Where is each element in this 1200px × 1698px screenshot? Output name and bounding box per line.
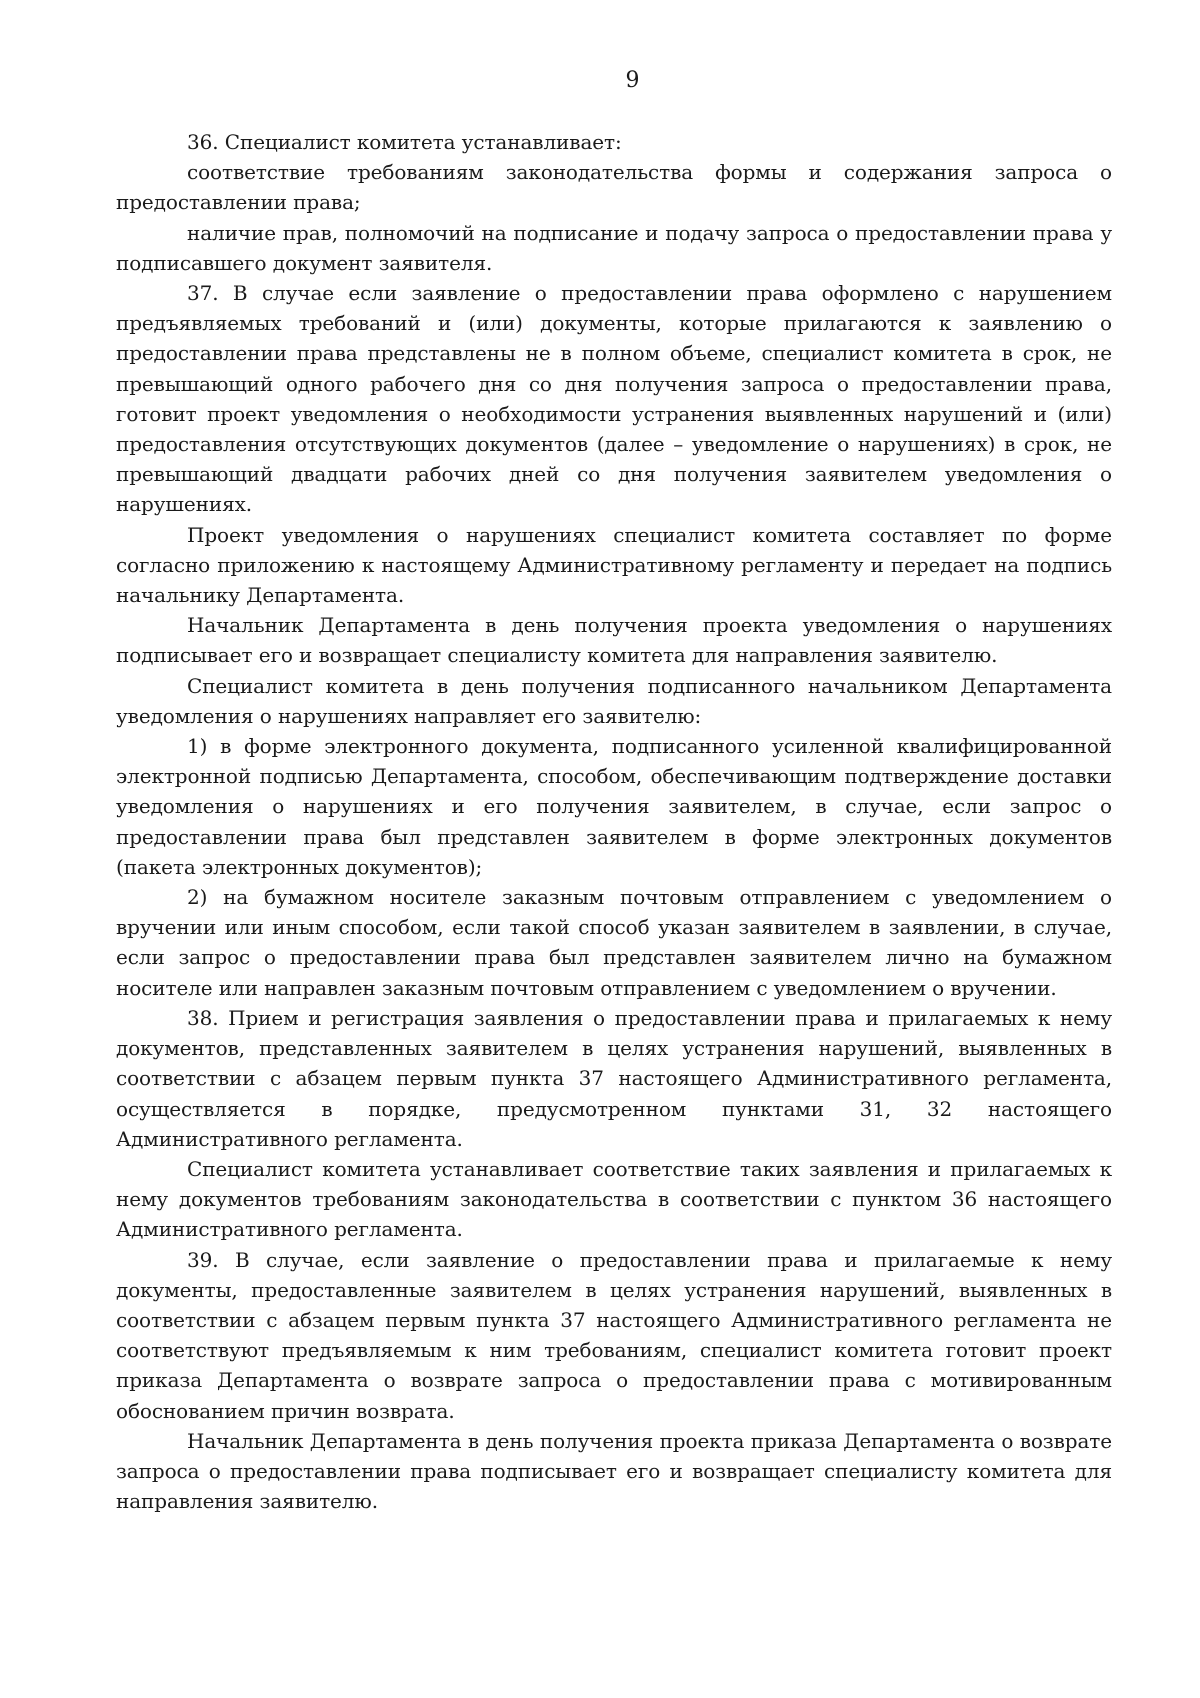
paragraph-39-head-signs: Начальник Департамента в день получения проекта приказа Департамента о возврате запроса о предоставлении права подписывает его и возвращает специалисту комитета для направления заявителю. — [116, 1428, 1112, 1514]
paragraph-37: 37. В случае если заявление о предоставлении права оформлено с нарушением предъявляемых требований и (или) документы, которые прилагаются к заявлению о предоставлении права представлены не в полном объеме, специалист комитета в срок, не превышающий одного рабочего дня со дня получения запроса о предоставлении права, готовит проект уведомления о необходимости устранения выявленных нарушений и (или) предоставления отсутствующих документов (далее – уведомление о нарушениях) в срок, не превышающий двадцати рабочих дней со дня получения заявителем уведомления о нарушениях. — [116, 281, 1112, 517]
page-number: 9 — [625, 68, 640, 93]
document-body — [116, 127, 1112, 1516]
paragraph-38: 38. Прием и регистрация заявления о предоставлении права и прилагаемых к нему документов, представленных заявителем в целях устранения нарушений, выявленных в соответствии с абзацем первым пункта 37 настоящего Административного регламента, осуществляется в порядке, предусмотренном пунктами 31, 32 настоящего Административного регламента. — [116, 1005, 1112, 1151]
paragraph-37-specialist-sends: Специалист комитета в день получения подписанного начальником Департамента уведомления о нарушениях направляет его заявителю: — [116, 673, 1112, 728]
paragraph-36-form-compliance: соответствие требованиям законодательства формы и содержания запроса о предоставлении права; — [116, 160, 1112, 215]
paragraph-37-head-signs: Начальник Департамента в день получения проекта уведомления о нарушениях подписывает его и возвращает специалисту комитета для направления заявителю. — [116, 613, 1112, 668]
paragraph-37-notice-draft: Проект уведомления о нарушениях специалист комитета составляет по форме согласно приложению к настоящему Административному регламенту и передает на подпись начальнику Департамента. — [116, 522, 1112, 608]
paragraph-39: 39. В случае, если заявление о предоставлении права и прилагаемые к нему документы, предоставленные заявителем в целях устранения нарушений, выявленных в соответствии с абзацем первым пункта 37 настоящего Административного регламента не соответствуют предъявляемым к ним требованиям, специалист комитета готовит проект приказа Департамента о возврате запроса о предоставлении права с мотивированным обоснованием причин возврата. — [116, 1247, 1112, 1423]
paragraph-36-intro: 36. Специалист комитета устанавливает: — [187, 130, 622, 154]
paragraph-37-item-2: 2) на бумажном носителе заказным почтовым отправлением с уведомлением о вручении или иным способом, если такой способ указан заявителем в заявлении, в случае, если запрос о предоставлении права был представлен заявителем лично на бумажном носителе или направлен заказным почтовым отправлением с уведомлением о вручении. — [116, 885, 1112, 1000]
paragraph-37-item-1: 1) в форме электронного документа, подписанного усиленной квалифицированной электронной подписью Департамента, способом, обеспечивающим подтверждение доставки уведомления о нарушениях и его получения заявителем, в случае, если запрос о предоставлении права был представлен заявителем в форме электронных документов (пакета электронных документов); — [116, 734, 1112, 879]
paragraph-38-compliance: Специалист комитета устанавливает соответствие таких заявления и прилагаемых к нему документов требованиям законодательства в соответствии с пунктом 36 настоящего Административного регламента. — [116, 1156, 1112, 1242]
paragraph-36-signatory-rights: наличие прав, полномочий на подписание и подачу запроса о предоставлении права у подписавшего документ заявителя. — [116, 220, 1112, 275]
